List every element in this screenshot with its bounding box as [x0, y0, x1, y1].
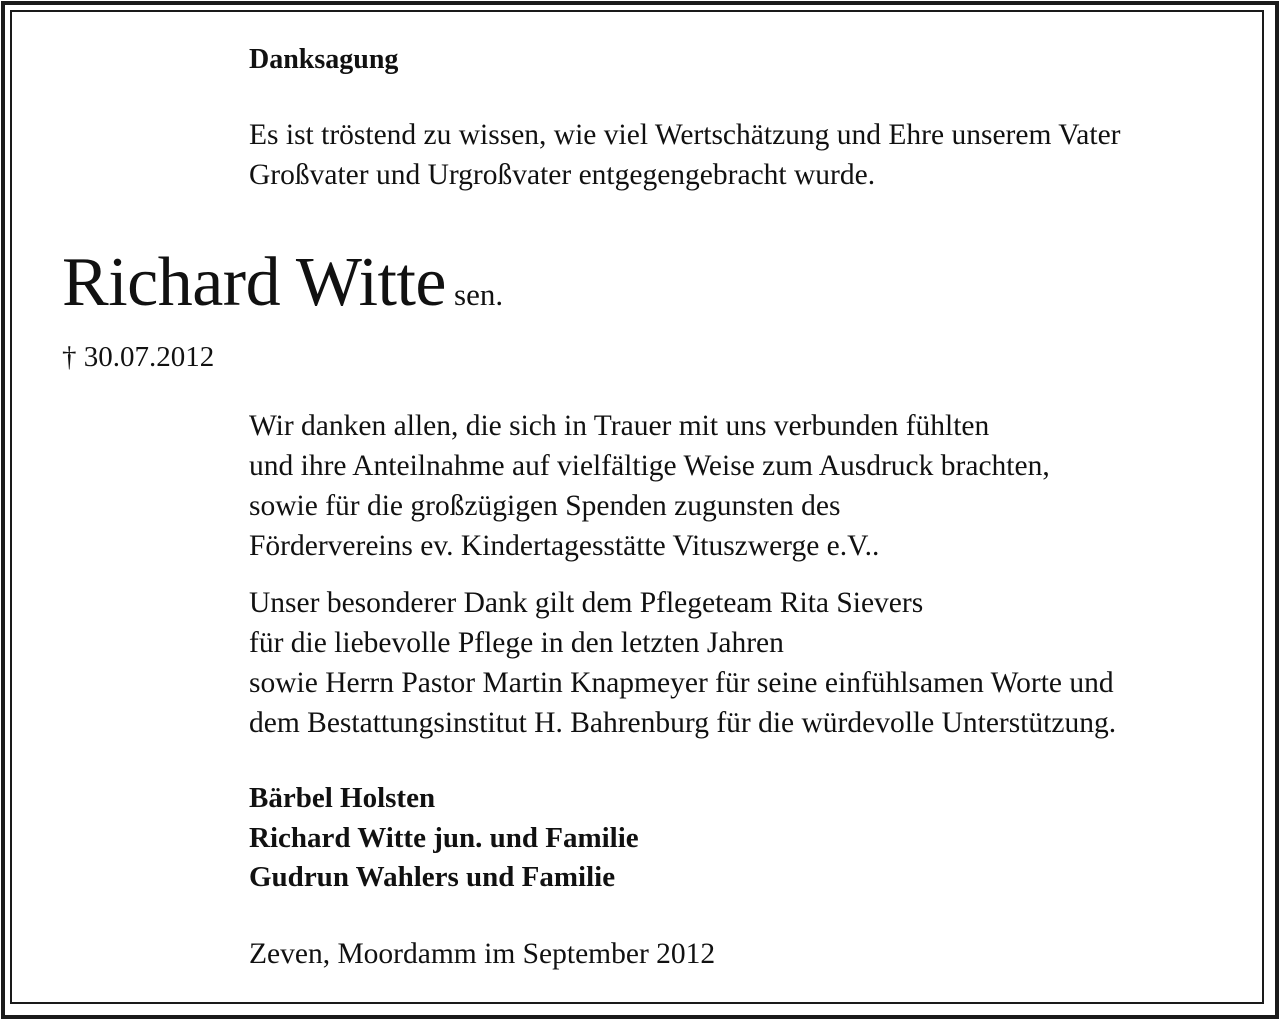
- thanks-line: Fördervereins ev. Kindertagesstätte Vituszwerge e.V..: [249, 530, 880, 562]
- place-and-date: Zeven, Moordamm im September 2012: [249, 938, 716, 970]
- signer-name: Gudrun Wahlers und Familie: [249, 861, 616, 893]
- thanks-line: für die liebevolle Pflege in den letzten Jahren: [249, 627, 784, 659]
- thanks-paragraph-2: [249, 583, 1116, 743]
- notice-heading: Danksagung: [249, 44, 399, 75]
- thanks-line: sowie für die großzügigen Spenden zugunsten des: [249, 490, 841, 522]
- thanks-line: und ihre Anteilnahme auf vielfältige Weise zum Ausdruck brachten,: [249, 450, 1050, 482]
- intro-line: Es ist tröstend zu wissen, wie viel Wertschätzung und Ehre unserem Vater: [249, 119, 1121, 151]
- thanks-paragraph-1: [249, 406, 1050, 566]
- intro-paragraph: [249, 115, 1121, 195]
- thanks-line: sowie Herrn Pastor Martin Knapmeyer für seine einfühlsamen Worte und: [249, 667, 1114, 699]
- intro-line: Großvater und Urgroßvater entgegengebracht wurde.: [249, 159, 876, 191]
- deceased-name: Richard Witte: [62, 244, 447, 321]
- signer-name: Bärbel Holsten: [249, 782, 436, 814]
- thanks-line: Unser besonderer Dank gilt dem Pflegeteam Rita Sievers: [249, 587, 924, 619]
- deceased-name-row: [62, 244, 504, 321]
- signers-list: [249, 779, 639, 898]
- death-date: † 30.07.2012: [62, 341, 215, 373]
- thanks-line: Wir danken allen, die sich in Trauer mit uns verbunden fühlten: [249, 410, 990, 442]
- signer-name: Richard Witte jun. und Familie: [249, 821, 639, 854]
- thanks-line: dem Bestattungsinstitut H. Bahrenburg für die würdevolle Unterstützung.: [249, 707, 1117, 739]
- deceased-name-suffix: sen.: [454, 277, 504, 312]
